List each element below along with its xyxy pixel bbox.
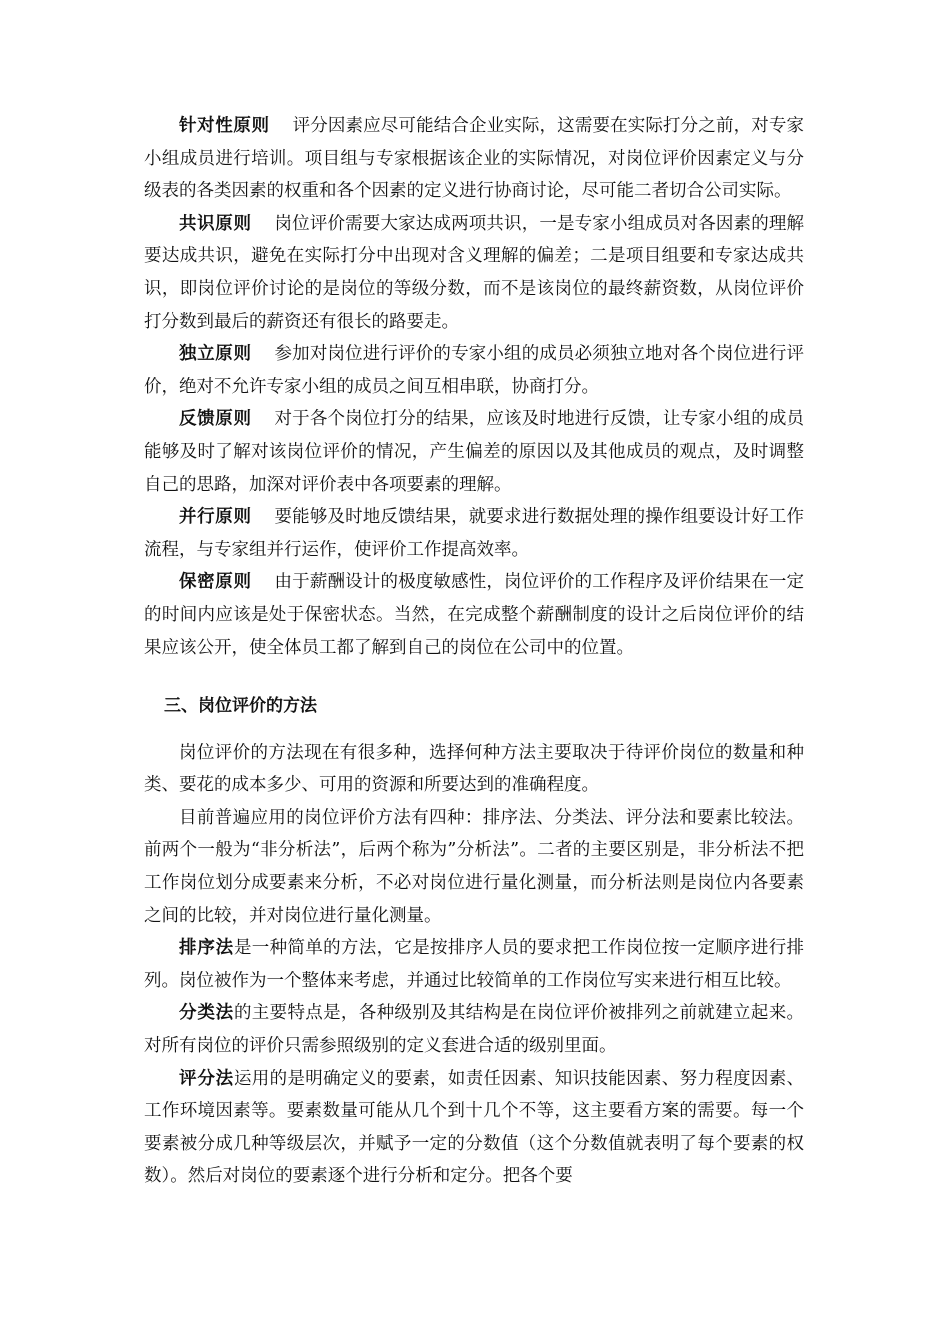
section-heading: 三、岗位评价的方法 [164,696,317,717]
principle-term: 独立原则 [179,344,252,365]
section-intro-paragraph: 岗位评价的方法现在有很多种，选择何种方法主要取决于待评价岗位的数量和种类、要花的成本多少、可用的资源和所要达到的准确程度。 [144,742,804,796]
method-term: 排序法 [179,938,234,959]
principle-term: 针对性原则 [179,116,270,136]
principle-text: 由于薪酬设计的极度敏感性，岗位评价的工作程序及评价结果在一定的时间内应该是处于保密状态。当然，在完成整个薪酬制度的设计之后岗位评价的结果应该公开，使全体员工都了解到自己的岗位在公司中的位置。 [144,572,805,658]
method-classification [144,997,804,1062]
principle-confidential [144,566,804,664]
principle-targeted [144,110,804,208]
document-page [144,110,804,1193]
principle-consensus [144,208,804,338]
method-text: 运用的是明确定义的要素，如责任因素、知识技能因素、努力程度因素、工作环境因素等。要素数量可能从几个到十几个不等，这主要看方案的需要。每一个要素被分成几种等级层次，并赋予一定的分数值（这个分数值就表明了每个要素的权数）。然后对岗位的要素逐个进行分析和定分。把各个要 [144,1068,805,1187]
principle-feedback [144,403,804,501]
principle-text: 对于各个岗位打分的结果，应该及时地进行反馈，让专家小组的成员能够及时了解对该岗位评价的情况，产生偏差的原因以及其他成员的观点，及时调整自己的思路，加深对评价表中各项要素的理解。 [144,409,805,495]
method-ranking [144,932,804,997]
principle-term: 并行原则 [179,507,252,528]
method-point [144,1063,804,1193]
method-text: 的主要特点是，各种级别及其结构是在岗位评价被排列之前就建立起来。对所有岗位的评价只需参照级别的定义套进合适的级别里面。 [144,1003,805,1057]
principle-text: 参加对岗位进行评价的专家小组的成员必须独立地对各个岗位进行评价，绝对不允许专家小组的成员之间互相串联，协商打分。 [144,344,805,397]
section-intro-paragraph: 目前普遍应用的岗位评价方法有四种：排序法、分类法、评分法和要素比较法。前两个一般为“非分析法”，后两个称为”分析法”。二者的主要区别是，非分析法不把工作岗位划分成要素来分析，不必对岗位进行量化测量，而分析法则是岗位内各要素之间的比较，并对岗位进行量化测量。 [144,807,804,926]
principle-independent [144,338,804,403]
principle-term: 反馈原则 [179,409,252,430]
principle-term: 保密原则 [179,572,252,593]
principle-parallel [144,501,804,566]
method-term: 评分法 [179,1068,234,1089]
method-term: 分类法 [179,1003,234,1024]
method-text: 是一种简单的方法，它是按排序人员的要求把工作岗位按一定顺序进行排列。岗位被作为一个整体来考虑，并通过比较简单的工作岗位写实来进行相互比较。 [144,938,805,991]
principle-text: 要能够及时地反馈结果，就要求进行数据处理的操作组要设计好工作流程，与专家组并行运作，使评价工作提高效率。 [144,507,805,560]
principle-term: 共识原则 [179,213,252,234]
principle-text: 评分因素应尽可能结合企业实际，这需要在实际打分之前，对专家小组成员进行培训。项目组与专家根据该企业的实际情况，对岗位评价因素定义与分级表的各类因素的权重和各个因素的定义进行协商讨论，尽可能二者切合公司实际。 [144,116,805,202]
principle-text: 岗位评价需要大家达成两项共识，一是专家小组成员对各因素的理解要达成共识，避免在实际打分中出现对含义理解的偏差；二是项目组要和专家达成共识，即岗位评价讨论的是岗位的等级分数，而不是该岗位的最终薪资数，从岗位评价打分数到最后的薪资还有很长的路要走。 [144,213,805,332]
